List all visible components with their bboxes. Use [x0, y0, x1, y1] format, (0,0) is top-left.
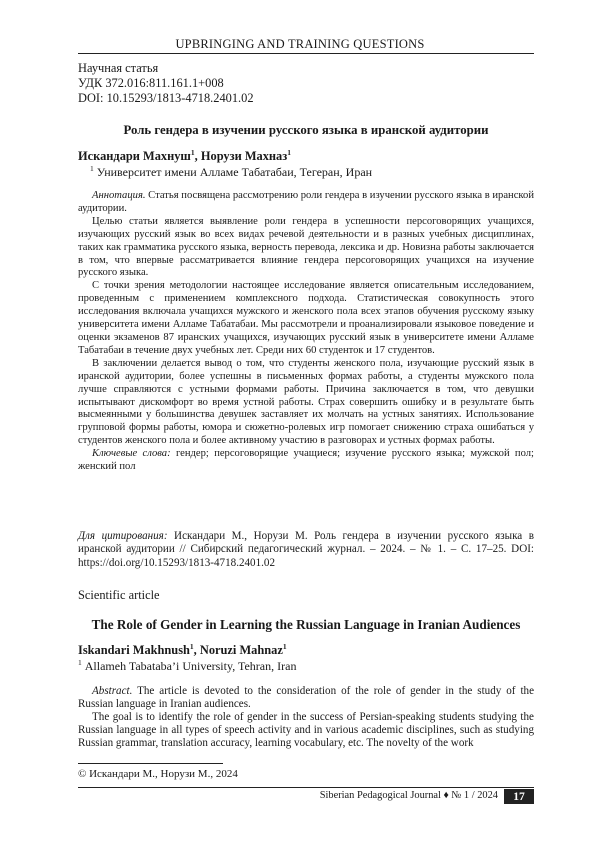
keywords-ru: Ключевые слова: гендер; персоговорящие учащиеся; изучение русского языка; мужской пол; женский пол	[78, 448, 534, 473]
abstract-paragraph: С точки зрения методологии настоящее исследование является описательным исследованием, проведенным с применением комплексного подхода. Статистическая совокупность этого исследования включала учащихся мужского и женского пола всех этапов обучения русскому языку университета имени Алламе Табатабаи. Мы рассмотрели и проанализировали языковое поведение и оценки экзаменов 87 иранских учащихся, изучающих русский язык в университете имени Алламе Табатабаи в течение двух учебных лет. Среди них 60 студенток и 17 студентов.	[78, 280, 534, 356]
author-2: Норузи Махназ	[200, 149, 288, 163]
abstract-paragraph-en: The goal is to identify the role of gender in the success of Persian-speaking students studying the Russian language in all types of speech activity and in various academic disciplines, such as studying Russian grammar, translation accuracy, learning vocabulary, etc. The novelty of the work	[78, 711, 534, 749]
abstract-intro-en: Abstract. The article is devoted to the consideration of the role of gender in the study of the Russian language in Iranian audiences.	[78, 685, 534, 710]
footnote-rule	[78, 763, 223, 764]
header-rule	[78, 53, 534, 54]
abstract-label-en: Abstract.	[92, 685, 133, 697]
author-1: Искандари Махнуш	[78, 149, 191, 163]
abstract-paragraph: Целью статьи является выявление роли гендера в успешности персоговорящих учащихся, изучающих русский язык во всех видах речевой деятельности и в разных учебных дисциплинах, таких как грамматика русского языка, верность перевода, лексика и др. Новизна работы заключается в том, что впервые рассматривается влияние гендера персоговорящих учащихся на изучение русского языка.	[78, 215, 534, 279]
authors-ru: Искандари Махнуш$^1$, Норузи Махназ$^1$	[78, 147, 291, 163]
affiliation-ru: $^1$ Университет имени Алламе Табатабаи, Тегеран, Иран	[90, 164, 373, 179]
running-header: UPBRINGING AND TRAINING QUESTIONS	[175, 37, 425, 51]
doi: DOI: 10.15293/1813-4718.2401.02	[78, 91, 254, 105]
page-footer	[78, 787, 534, 805]
abstract-en	[78, 685, 534, 750]
abstract-intro: Аннотация. Статья посвящена рассмотрению роли гендера в изучении русского языка в иранской аудитории.	[78, 190, 534, 214]
journal-name: Siberian Pedagogical Journal ♦ № 1 / 2024	[319, 790, 498, 801]
author-2-en: Noruzi Mahnaz	[199, 643, 283, 657]
page-number: 17	[504, 789, 534, 804]
author-1-en: Iskandari Makhnush	[78, 643, 190, 657]
abstract-ru	[78, 190, 534, 474]
citation-ru: Для цитирования: Искандари М., Норузи М. Роль гендера в изучении русского языка в иранской аудитории // Сибирский педагогический журнал. – 2024. – № 1. – С. 17–25. DOI: https://doi.org/10.15293/1813-4718.2401.02	[78, 530, 534, 569]
citation-label: Для цитирования:	[78, 530, 168, 542]
abstract-label: Аннотация.	[92, 190, 146, 201]
copyright-notice: © Искандари М., Норузи М., 2024	[78, 768, 238, 780]
article-title-en: The Role of Gender in Learning the Russian Language in Iranian Audiences	[91, 617, 521, 632]
article-title-ru: Роль гендера в изучении русского языка в иранской аудитории	[123, 123, 489, 137]
authors-en: Iskandari Makhnush$^1$, Noruzi Mahnaz$^1$	[78, 641, 287, 657]
keywords-label: Ключевые слова:	[92, 448, 171, 460]
article-type: Научная статья	[78, 61, 159, 75]
article-type-en: Scientific article	[78, 588, 160, 602]
affiliation-en: $^1$ Allameh Tabataba’i University, Tehran, Iran	[78, 658, 297, 673]
udc-code: УДК 372.016:811.161.1+008	[78, 76, 224, 90]
abstract-paragraph: В заключении делается вывод о том, что студенты женского пола, изучающие русский язык в иранской аудитории, более успешны в письменных формах работы, а студенты мужского пола лучше справляются с устными формами работы. Причина заключается в том, что девушки испытывают дискомфорт во время устной работы. Страх совершить ошибку и в результате быть высмеянными у большинства девушек заставляет их молчать на устных занятиях. Использование групповой формы работы, юмора и сюжетно-ролевых игр помогает снижению страха ошибаться у студентов женского пола и более активному участию в разговорах и устных формах работы.	[78, 357, 534, 447]
